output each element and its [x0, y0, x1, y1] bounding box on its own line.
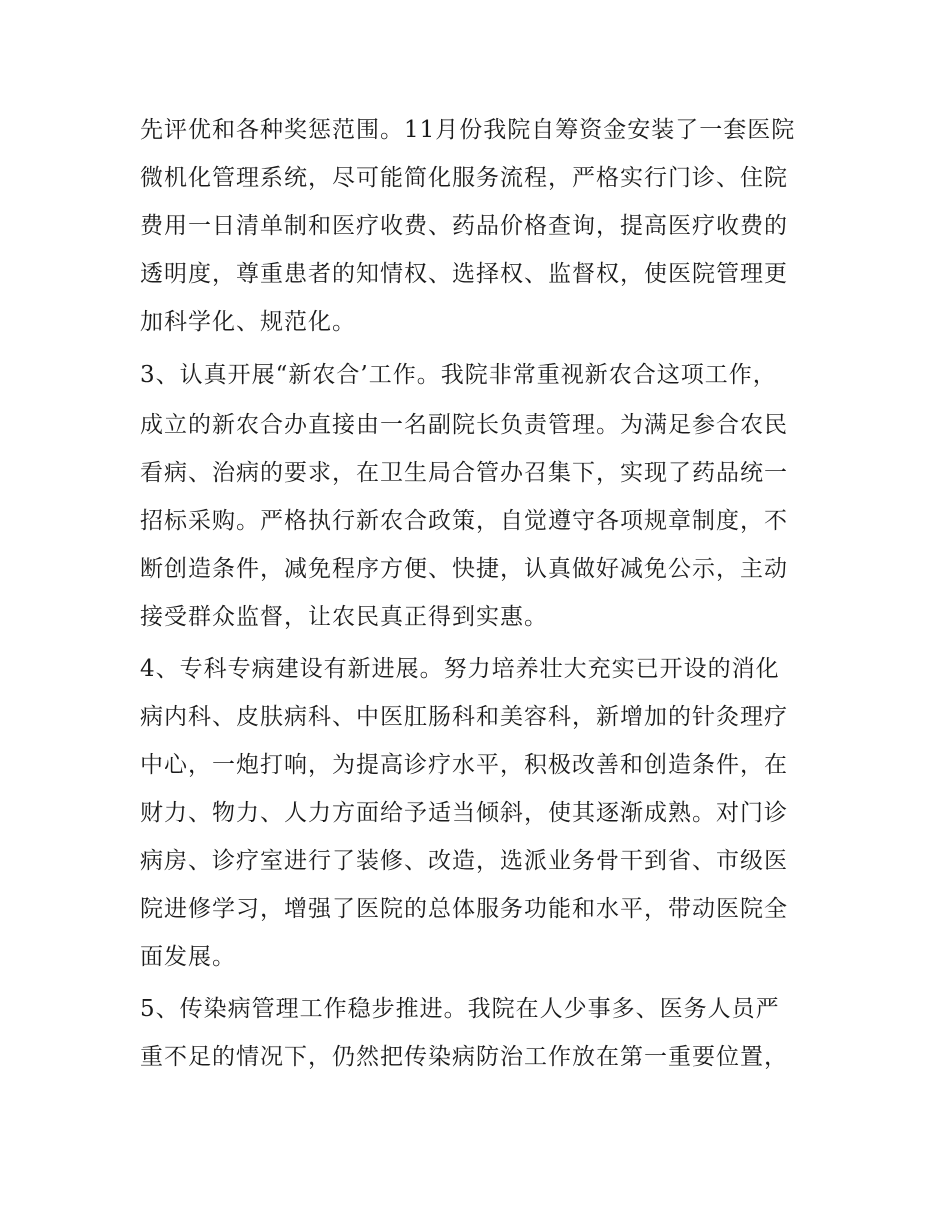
text-line: 财力、物力、人力方面给予适当倾斜，使其逐渐成熟。对门诊: [140, 800, 788, 826]
text-line: 断创造条件，减免程序方便、快捷，认真做好减免公示，主动: [140, 556, 788, 582]
text-line: 成立的新农合办直接由一名副院长负责管理。为满足参合农民: [140, 412, 788, 438]
text-line: 3、认真开展“新农合’工作。我院非常重视新农合这项工作，: [140, 362, 777, 388]
text-line: 加科学化、规范化。: [140, 309, 356, 335]
text-line: 病内科、皮肤病科、中医肛肠科和美容科，新增加的针灸理疗: [140, 704, 788, 730]
text-line: 接受群众监督，让农民真正得到实惠。: [140, 604, 548, 630]
text-line: 透明度，尊重患者的知情权、选择权、监督权，使医院管理更: [140, 261, 788, 287]
text-line: 微机化管理系统，尽可能简化服务流程，严格实行门诊、住院: [140, 165, 788, 191]
text-line: 招标采购。严格执行新农合政策，自觉遵守各项规章制度，不: [140, 508, 788, 534]
text-line: 5、传染病管理工作稳步推进。我院在人少事多、医务人员严: [140, 996, 780, 1022]
text-line: 费用一日清单制和医疗收费、药品价格查询，提高医疗收费的: [140, 213, 788, 239]
text-line: 先评优和各种奖惩范围。11月份我院自筹资金安装了一套医院: [140, 117, 796, 143]
text-line: 院进修学习，增强了医院的总体服务功能和水平，带动医院全: [140, 896, 788, 922]
text-line: 重不足的情况下，仍然把传染病防治工作放在第一重要位置，: [140, 1044, 788, 1070]
text-line: 看病、治病的要求，在卫生局合管办召集下，实现了药品统一: [140, 460, 788, 486]
text-line: 4、专科专病建设有新进展。努力培养壮大充实已开设的消化: [140, 656, 780, 682]
text-line: 面发展。: [140, 944, 236, 970]
text-line: 中心，一炮打响，为提高诊疗水平，积极改善和创造条件，在: [140, 752, 788, 778]
text-line: 病房、诊疗室进行了装修、改造，选派业务骨干到省、市级医: [140, 848, 788, 874]
